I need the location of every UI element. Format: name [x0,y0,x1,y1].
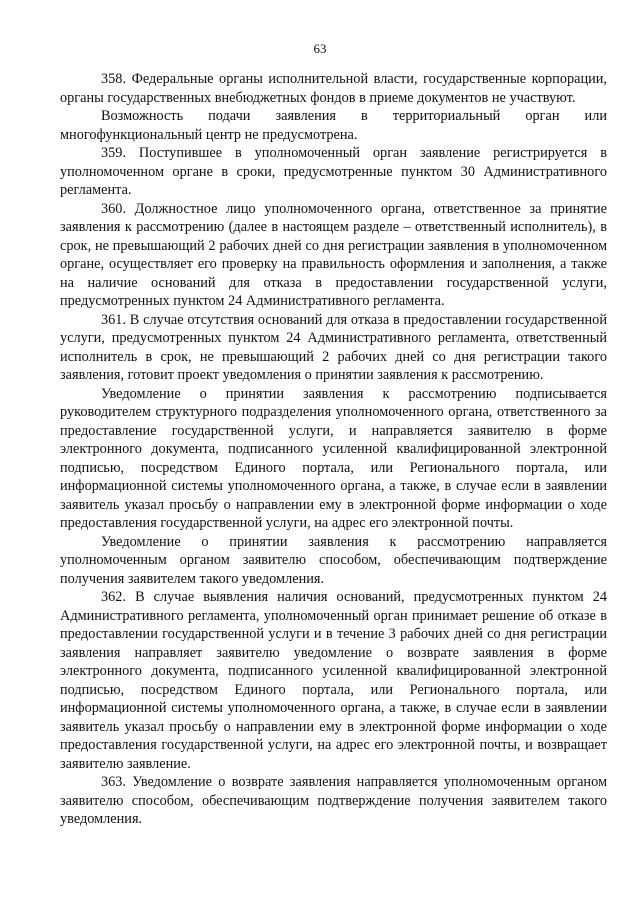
paragraph-360: 360. Должностное лицо уполномоченного органа, ответственное за принятие заявления к рассмотрению (далее в настоящем разделе – ответственный исполнитель), в срок, не превышающий 2 рабочих дней со дня регистрации заявления в уполномоченном органе, осуществляет его проверку на правильность оформления и заполнения, а также на наличие оснований для отказа в предоставлении государственной услуги, предусмотренных пунктом 24 Административного регламента. [60,200,607,309]
page-number: 63 [313,41,327,56]
paragraph-submission-note: Возможность подачи заявления в территориальный орган или многофункциональный центр не предусмотрена. [60,108,607,143]
paragraph-358: 358. Федеральные органы исполнительной власти, государственные корпорации, органы государственных внебюджетных фондов в приеме документов не участвуют. [60,71,607,106]
paragraph-359: 359. Поступившее в уполномоченный орган заявление регистрируется в уполномоченном органе в сроки, предусмотренные пунктом 30 Административного регламента. [60,145,607,198]
paragraph-acceptance-notice: Уведомление о принятии заявления к рассмотрению подписывается руководителем структурного подразделения уполномоченного органа, ответственного за предоставление государственной услуги, и направляется заявителю в форме электронного документа, подписанного усиленной квалифицированной электронной подписью, посредством Единого портала, или Регионального портала, или информационной системы уполномоченного органа, а также, в случае если в заявлении заявитель указал просьбу о направлении ему в электронной форме информации о ходе предоставления государственной услуги, на адрес его электронной почты. [60,385,607,531]
paragraph-363: 363. Уведомление о возврате заявления направляется уполномоченным органом заявителю способом, обеспечивающим подтверждение получения заявителем такого уведомления. [60,774,607,827]
paragraph-acceptance-delivery: Уведомление о принятии заявления к рассмотрению направляется уполномоченным органом заявителю способом, обеспечивающим подтверждение получения заявителем такого уведомления. [60,533,607,587]
paragraph-361: 361. В случае отсутствия оснований для отказа в предоставлении государственной услуги, предусмотренных пунктом 24 Административного регламента, ответственный исполнитель в срок, не превышающий 2 рабочих дней со дня регистрации такого заявления, готовит проект уведомления о принятии заявления к рассмотрению. [60,311,607,383]
paragraph-362: 362. В случае выявления наличия оснований, предусмотренных пунктом 24 Административного регламента, уполномоченный орган принимает решение об отказе в предоставлении государственной услуги и в течение 3 рабочих дней со дня регистрации заявления направляет заявителю уведомление о возврате заявления в форме электронного документа, подписанного усиленной квалифицированной электронной подписью, посредством Единого портала, или Регионального портала, или информационной системы уполномоченного органа, а также, в случае если в заявлении заявитель указал просьбу о направлении ему в электронной форме информации о ходе предоставления государственной услуги, на адрес его электронной почты, и возвращает заявителю заявление. [60,589,607,772]
document-body [60,70,607,829]
